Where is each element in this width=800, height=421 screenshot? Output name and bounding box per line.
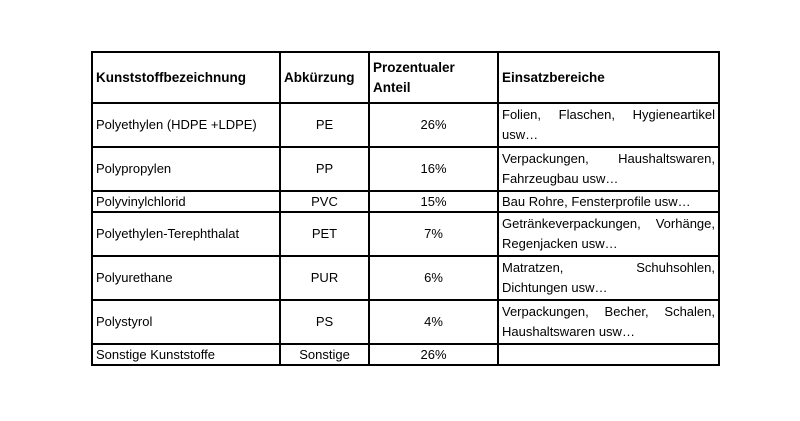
table-row bbox=[92, 212, 719, 256]
cell-abbreviation: PUR bbox=[280, 256, 369, 300]
cell-share: 16% bbox=[369, 147, 498, 191]
cell-share: 26% bbox=[369, 103, 498, 147]
cell-name: Polystyrol bbox=[92, 300, 280, 344]
table-row bbox=[92, 300, 719, 344]
cell-uses: Matratzen, Schuhsohlen, Dichtungen usw… bbox=[498, 256, 719, 300]
cell-abbreviation: PP bbox=[280, 147, 369, 191]
table-row bbox=[92, 191, 719, 212]
header-name: Kunststoffbezeichnung bbox=[92, 52, 280, 103]
cell-name: Polyethylen (HDPE +LDPE) bbox=[92, 103, 280, 147]
cell-uses: Verpackungen, Becher, Schalen, Haushaltswaren usw… bbox=[498, 300, 719, 344]
header-uses: Einsatzbereiche bbox=[498, 52, 719, 103]
cell-abbreviation: PVC bbox=[280, 191, 369, 212]
cell-uses: Folien, Flaschen, Hygieneartikel usw… bbox=[498, 103, 719, 147]
table-row bbox=[92, 103, 719, 147]
cell-name: Polypropylen bbox=[92, 147, 280, 191]
table-row bbox=[92, 147, 719, 191]
cell-name: Polyethylen-Terephthalat bbox=[92, 212, 280, 256]
table-row bbox=[92, 344, 719, 365]
cell-abbreviation: PE bbox=[280, 103, 369, 147]
header-abbreviation: Abkürzung bbox=[280, 52, 369, 103]
cell-uses: Getränkeverpackungen, Vorhänge, Regenjacken usw… bbox=[498, 212, 719, 256]
cell-share: 6% bbox=[369, 256, 498, 300]
table-row bbox=[92, 256, 719, 300]
header-share: Prozentualer Anteil bbox=[369, 52, 498, 103]
cell-uses bbox=[498, 344, 719, 365]
cell-name: Polyurethane bbox=[92, 256, 280, 300]
plastics-table bbox=[91, 51, 720, 366]
cell-name: Polyvinylchlorid bbox=[92, 191, 280, 212]
header-row bbox=[92, 52, 719, 103]
cell-uses: Bau Rohre, Fensterprofile usw… bbox=[498, 191, 719, 212]
cell-abbreviation: PS bbox=[280, 300, 369, 344]
cell-uses: Verpackungen, Haushaltswaren, Fahrzeugbau usw… bbox=[498, 147, 719, 191]
cell-abbreviation: PET bbox=[280, 212, 369, 256]
cell-share: 7% bbox=[369, 212, 498, 256]
cell-share: 4% bbox=[369, 300, 498, 344]
cell-abbreviation: Sonstige bbox=[280, 344, 369, 365]
cell-share: 15% bbox=[369, 191, 498, 212]
cell-share: 26% bbox=[369, 344, 498, 365]
cell-name: Sonstige Kunststoffe bbox=[92, 344, 280, 365]
